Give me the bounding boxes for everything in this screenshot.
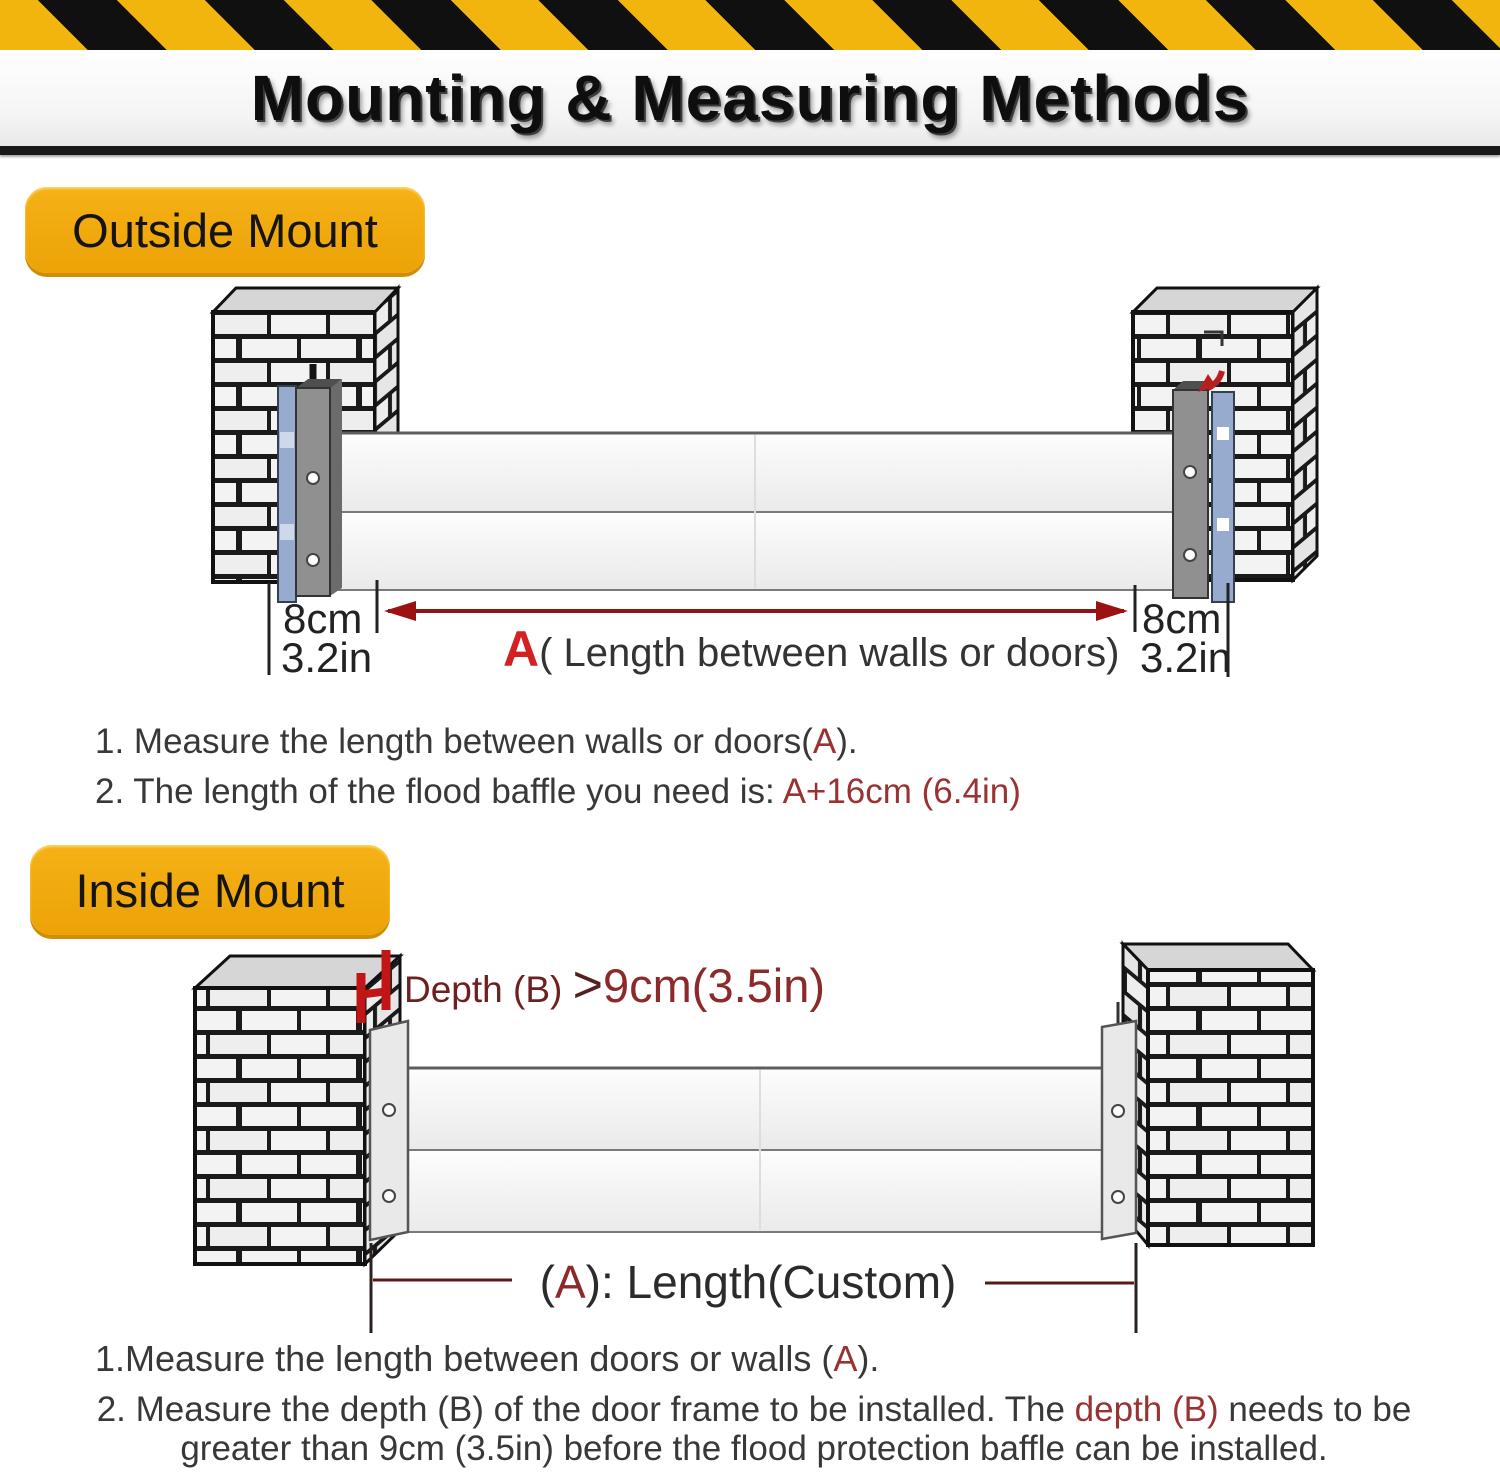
inside-step-1: 1.Measure the length between doors or walls (A). [95,1338,880,1379]
outside-mount-illustration [213,288,1317,681]
outside-measurement [269,580,1231,681]
screw-hole [1112,1105,1124,1117]
outside-left-bracket [278,379,342,602]
custom-length-label: (A): Length(Custom) [539,1256,957,1308]
inside-step-2: 2. Measure the depth (B) of the door frame to be installed. The depth (B) needs to be greater than 9cm (3.5in) before the flood protection baffle can be installed. [96,1390,1412,1469]
screw-hole [307,554,319,566]
screw-hole [1184,466,1196,478]
screw-hole [383,1104,395,1116]
page-title: Mounting & Measuring Methods [250,62,1250,134]
right-seal-strip [1212,392,1234,602]
inside-right-bracket [1102,1002,1136,1239]
screw-hole [1184,549,1196,561]
span-label: A( Length between walls or doors) [503,621,1120,677]
screw-hole [383,1190,395,1202]
inside-mount-illustration [195,944,1313,1333]
left-seal-strip [278,386,296,602]
screw-hole [1112,1191,1124,1203]
outside-mount-badge: Outside Mount [25,187,425,273]
right-offset-cm: 8cm [1142,595,1222,642]
inside-left-bracket [370,1021,408,1240]
inside-right-pillar [1123,944,1313,1245]
left-offset-in: 3.2in [281,634,373,681]
right-bracket-post [1173,390,1208,598]
outside-right-bracket [1173,371,1234,602]
inside-mount-badge: Inside Mount [30,845,390,935]
outside-barrier-panels [330,433,1175,590]
outside-step-2: 2. The length of the flood baffle you need is: A+16cm (6.4in) [95,772,1021,811]
inside-measurement [371,1243,1136,1333]
right-offset-in: 3.2in [1140,634,1232,681]
inside-barrier-panels [408,1068,1102,1232]
left-offset-cm: 8cm [283,595,363,642]
depth-label: Depth (B) >9cm(3.5in) [404,956,826,1014]
outside-step-1: 1. Measure the length between walls or doors(A). [95,722,858,761]
screw-hole [307,472,319,484]
